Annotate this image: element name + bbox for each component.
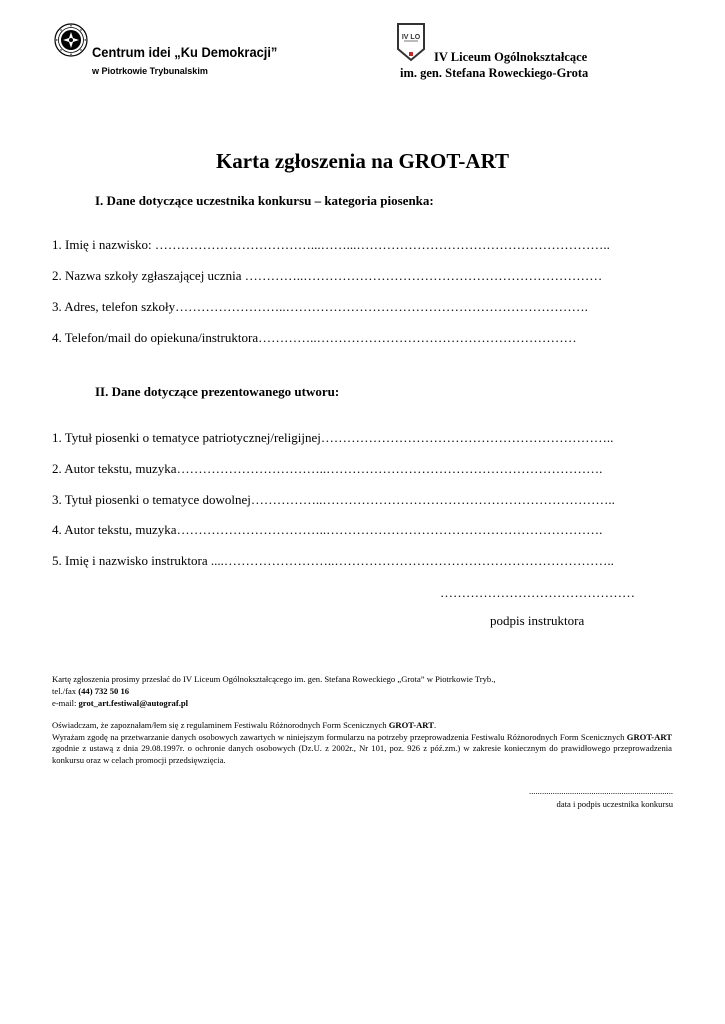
form-title: Karta zgłoszenia na GROT-ART xyxy=(215,149,510,173)
instructor-signature-line: ……………………………………… xyxy=(440,585,635,600)
email-prefix: e-mail: xyxy=(52,698,79,708)
declaration xyxy=(52,720,672,732)
school-address-field: 3. Adres, telefon szkoły……………………..……………………………………………………………. xyxy=(52,299,588,314)
shield-text: IV LO xyxy=(401,34,421,41)
send-info: Kartę zgłoszenia prosimy przesłać do IV Liceum Ogólnokształcącego im. gen. Stefana Roweckiego „Grota” w Piotrkowie Tryb., xyxy=(52,674,496,684)
instructor-signature-label: podpis instruktora xyxy=(490,613,585,628)
free-song-title-field: 3. Tytuł piosenki o tematyce dowolnej……………..………………………………………………………….. xyxy=(52,492,615,507)
section2-heading: II. Dane dotyczące prezentowanego utworu: xyxy=(95,384,340,399)
participant-name-field: 1. Imię i nazwisko: ………………………………...……...………………………………………………….. xyxy=(52,237,610,252)
tel-line xyxy=(52,686,129,698)
tel-prefix: tel./fax xyxy=(52,686,79,696)
email-value: grot_art.festiwal@autograf.pl xyxy=(78,698,189,708)
authors-field-2: 4. Autor tekstu, muzyka……………………………..………………………………………………………. xyxy=(52,522,603,537)
declaration-festival-name: GROT-ART xyxy=(388,720,434,730)
declaration-end: . xyxy=(433,720,437,730)
data-consent xyxy=(52,732,672,767)
authors-field-1: 2. Autor tekstu, muzyka……………………………..………………………………………………………. xyxy=(52,461,603,476)
email-line xyxy=(52,698,188,710)
school-name-field: 2. Nazwa szkoły zgłaszającej ucznia …………..…………………………………………………………… xyxy=(52,268,603,283)
consent-block xyxy=(52,720,672,766)
section1-heading: I. Dane dotyczące uczestnika konkursu – kategoria piosenka: xyxy=(95,193,434,208)
ku-demokracji-logo xyxy=(54,23,88,57)
org1-city: w Piotrkowie Trybunalskim xyxy=(92,66,208,77)
participant-signature-line: ................................................................... xyxy=(529,786,673,796)
instructor-contact-field: 4. Telefon/mail do opiekuna/instruktora…………..…………………………………………………… xyxy=(52,330,577,345)
org1-name: Centrum idei „Ku Demokracji” xyxy=(92,44,278,60)
tel-value: (44) 732 50 16 xyxy=(78,686,130,696)
data-consent-text-2: zgodnie z ustawą z dnia 29.08.1997r. o ochronie danych osobowych (Dz.U. z 2002r., Nr 101, poz. 926 z póź.zm.) w zakresie koniecznym do prawidłowego przeprowadzenia konkursu oraz w celach promocji przedsięwzięcia. xyxy=(52,743,672,765)
declaration-text: Oświadczam, że zapoznałam/łem się z regulaminem Festiwalu Różnorodnych Form Scenicznych xyxy=(52,720,389,730)
patriotic-song-title-field: 1. Tytuł piosenki o tematyce patriotycznej/religijnej………………………………………………………….. xyxy=(52,430,614,445)
instructor-name-field: 5. Imię i nazwisko instruktora ....……………………..……………………………………………………….. xyxy=(52,553,614,568)
data-consent-festival-name: GROT-ART xyxy=(626,731,672,742)
org2-name: IV Liceum Ogólnokształcące xyxy=(434,50,588,64)
data-consent-text-1: Wyrażam zgodę na przetwarzanie danych osobowych zawartych w niniejszym formularzu na potrzeby przeprowadzenia Festiwalu Różnorodnych Form Scenicznych xyxy=(52,731,627,742)
org2-patron: im. gen. Stefana Roweckiego-Grota xyxy=(400,66,589,80)
participant-signature-label: data i podpis uczestnika konkursu xyxy=(556,799,673,809)
iv-lo-shield-logo xyxy=(396,22,426,62)
